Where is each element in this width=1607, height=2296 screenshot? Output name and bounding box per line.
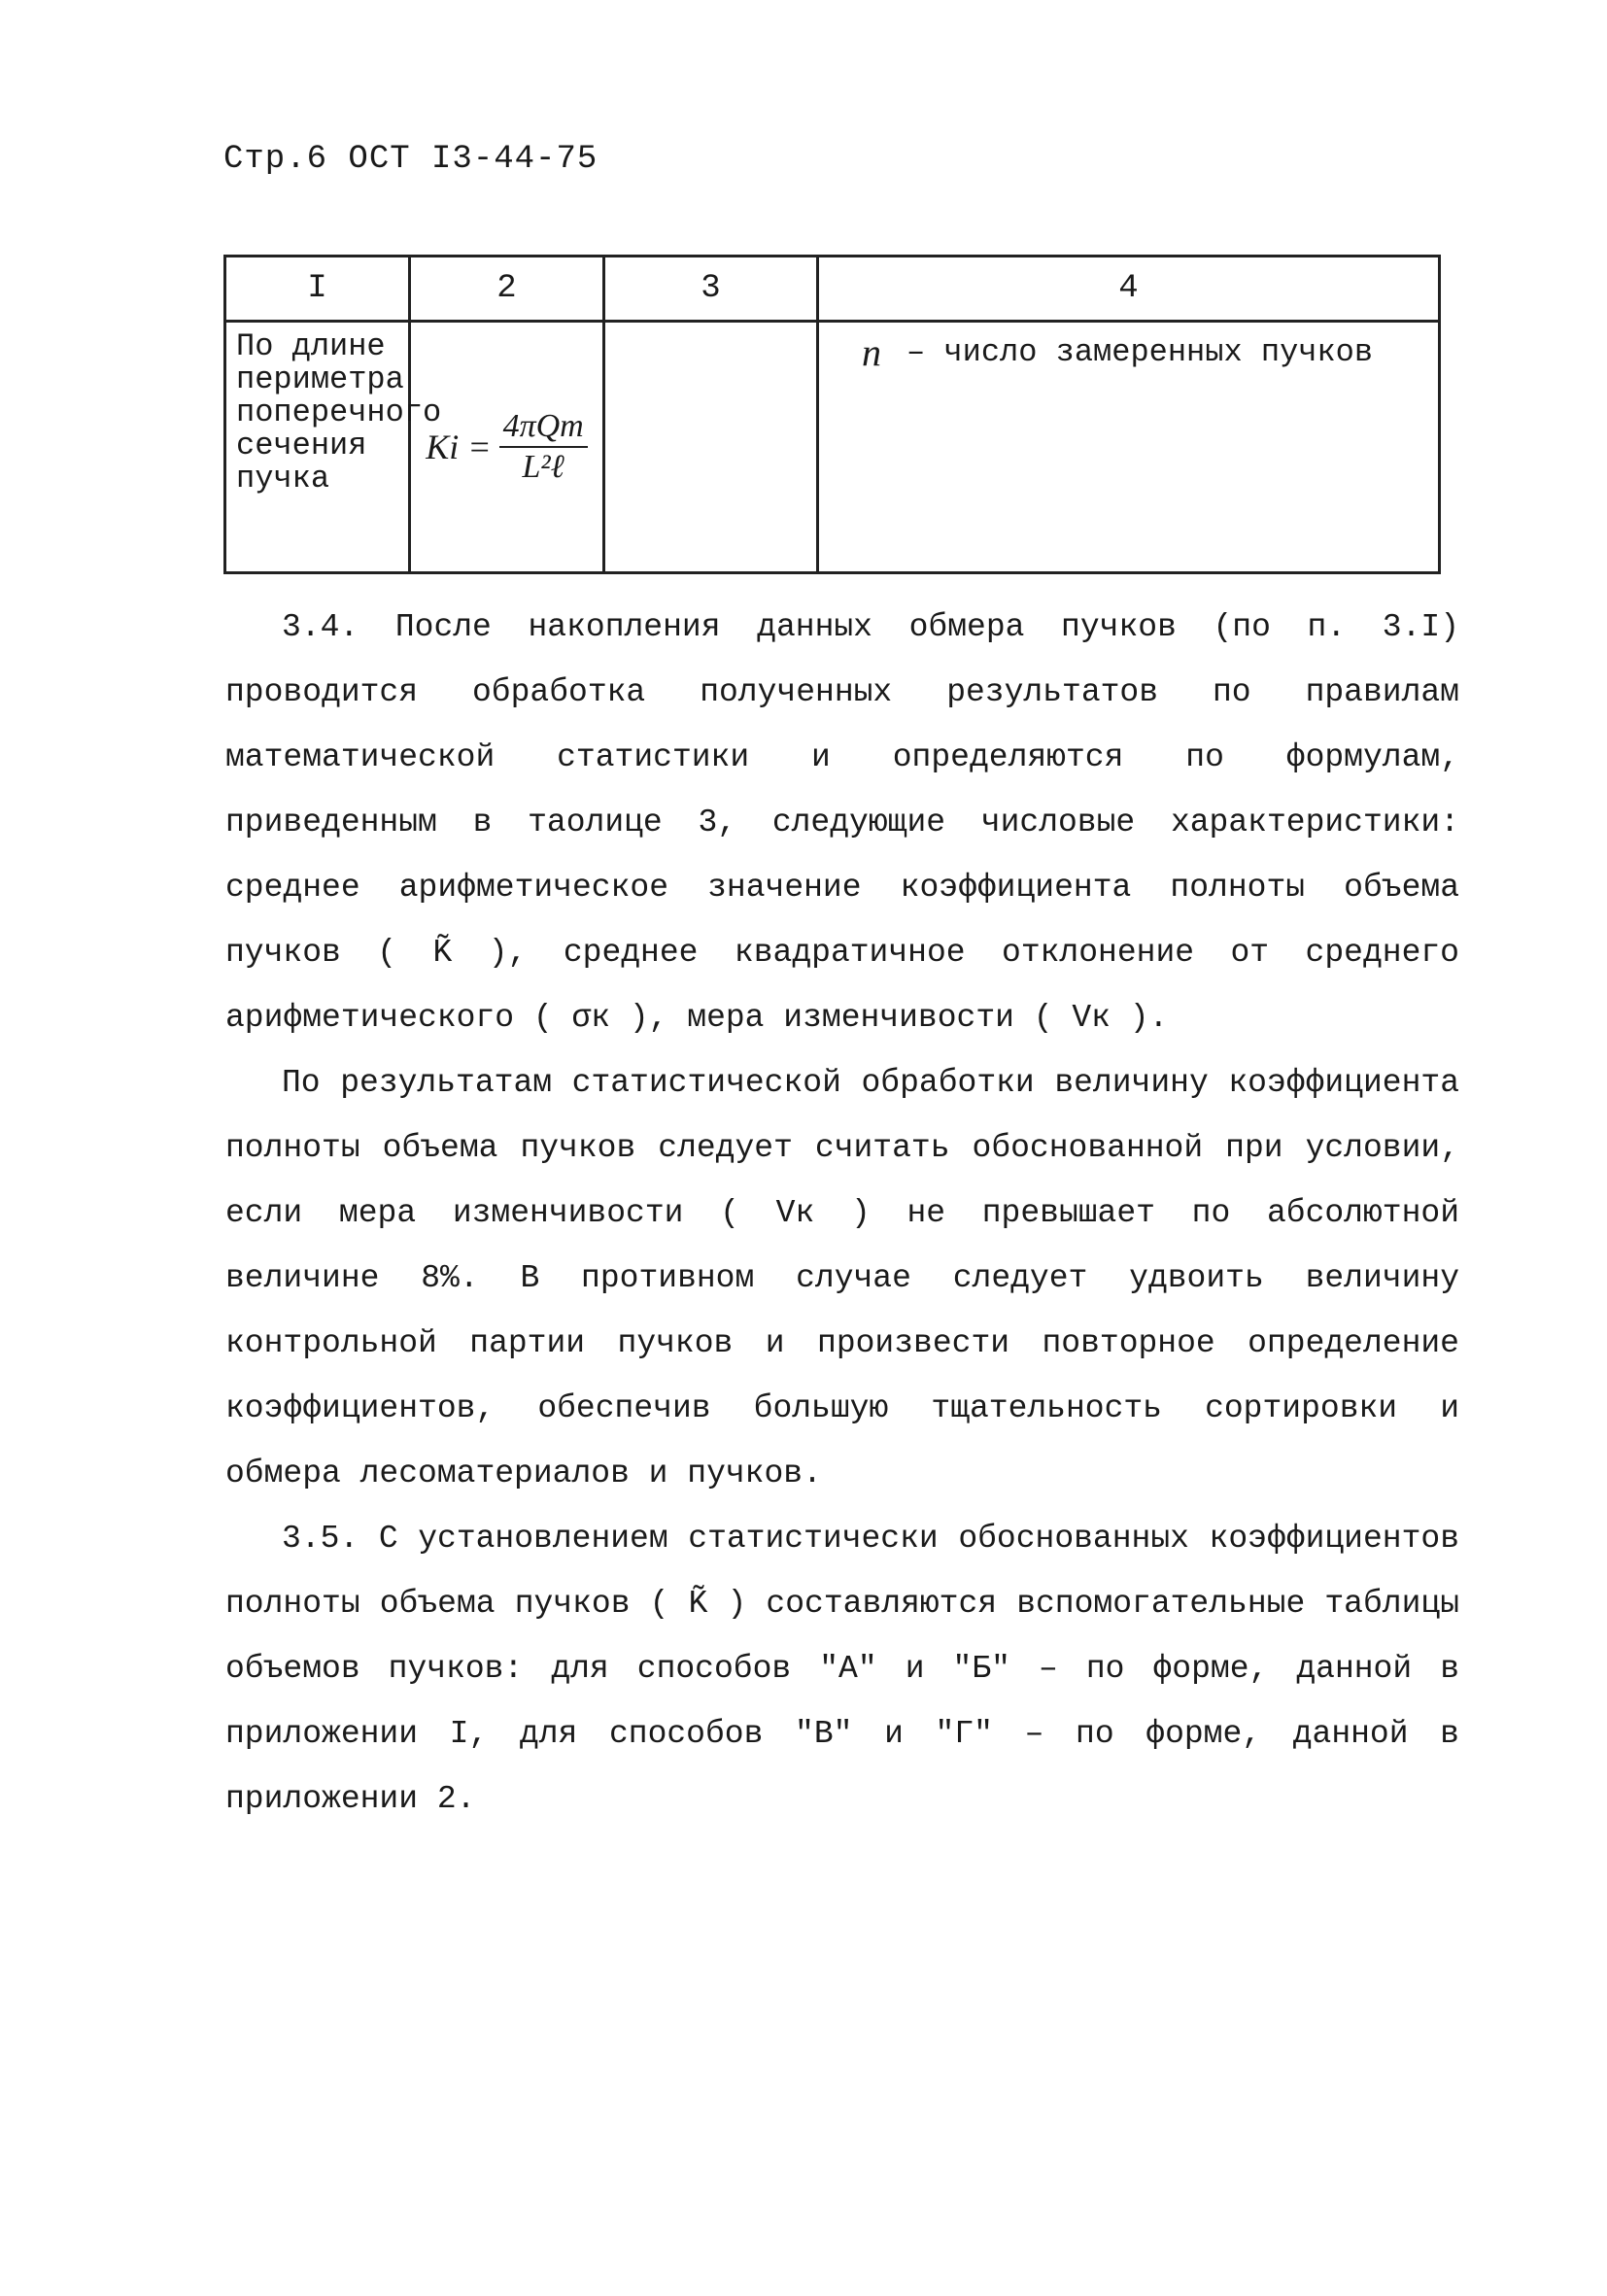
column-header: 4 (818, 257, 1440, 322)
column-header: 3 (604, 257, 818, 322)
note-symbol: n (862, 330, 881, 374)
formula-fraction (499, 407, 588, 487)
formula-lhs: Ki = (426, 428, 492, 466)
formula-numerator: 4πQт (499, 407, 588, 448)
paragraph-3-4: 3.4. После накопления данных обмера пучков (по п. 3.I) проводится обработка полученных результатов по правилам математической статистики и определяются по формулам, приведенным в таолице 3, следующие числовые характеристики: среднее арифметическое значение коэффициента полноты объема пучков ( K̃ ), среднее квадратичное отклонение от среднего арифметического ( σк ), мера изменчивости ( Vк ). (225, 609, 1459, 1036)
formula-denominator: L²ℓ (522, 449, 564, 485)
table-header-row (225, 257, 1440, 322)
paragraph-3-5: 3.5. С установлением статистически обоснованных коэффициентов полноты объема пучков ( K̃ ) составляются вспомогательные таблицы объемов пучков: для способов "А" и "Б" – по форме, данной в приложении I, для способов "В" и "Г" – по форме, данной в приложении 2. (225, 1521, 1459, 1817)
column-header: I (225, 257, 410, 322)
body-text (225, 595, 1459, 1832)
formula (421, 330, 593, 564)
note-cell (818, 322, 1440, 573)
empty-cell (604, 322, 818, 573)
page-header: Стр.6 ОСТ I3-44-75 (223, 141, 598, 178)
formula-cell (410, 322, 604, 573)
column-header: 2 (410, 257, 604, 322)
paragraph-results: По результатам статистической обработки величину коэффициента полноты объема пучков следует считать обоснованной при условии, если мера изменчивости ( Vк ) не превышает по абсолютной величине 8%. В противном случае следует удвоить величину контрольной партии пучков и произвести повторное определение коэффициентов, обеспечив большую тщательность сортировки и обмера лесоматериалов и пучков. (225, 1065, 1459, 1491)
note-text: – число замеренных пучков (906, 334, 1374, 370)
table-row (225, 322, 1440, 573)
coefficient-table (223, 255, 1441, 574)
method-cell: По длине периметра поперечного сечения пучка (225, 322, 410, 573)
